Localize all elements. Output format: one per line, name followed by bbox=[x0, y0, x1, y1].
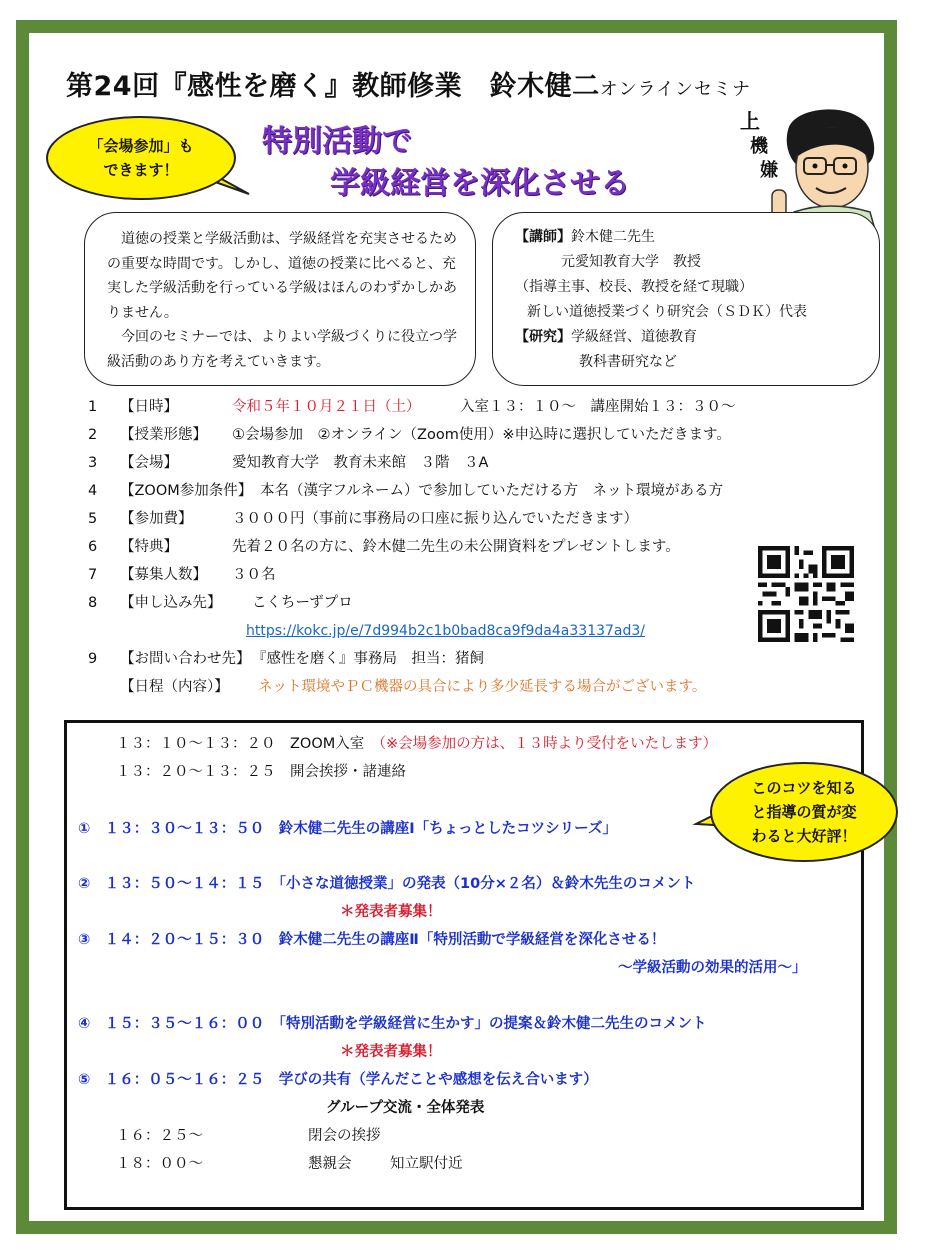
signature-char-2: 機 bbox=[750, 136, 768, 157]
schedule-row-closing: １６：２５～ 閉会の挨拶 bbox=[116, 1128, 381, 1144]
schedule-row-opening: １３：２０～１３：２５ 開会挨拶・諸連絡 bbox=[116, 764, 406, 780]
tips-bubble-line3: わると大好評！ bbox=[751, 827, 857, 845]
session-5-subtitle: グループ交流・全体発表 bbox=[326, 1100, 485, 1116]
session-3-subtitle: ～学級活動の効果的活用～」 bbox=[618, 960, 807, 976]
intro-paragraph-2: 今回のセミナーでは、よりよい学級づくりに役立つ学級活動のあり方を考えていきます。 bbox=[107, 329, 457, 370]
tips-bubble-line1: このコツを知る bbox=[751, 779, 857, 797]
venue-bubble bbox=[46, 116, 236, 200]
schedule-row-entry: １３：１０～１３：２０ ZOOM入室 （※会場参加の方は、１３時より受付をいたします） bbox=[116, 736, 718, 752]
lecturer-name: 鈴木健二先生 bbox=[571, 229, 655, 245]
schedule-session-2: ② １３：５０～１４：１５ 「小さな道徳授業」の発表（10分×２名）＆鈴木先生のコメント bbox=[78, 876, 696, 892]
venue-bubble-line1: 「会場参加」も bbox=[88, 137, 194, 155]
schedule-session-5: ⑤ １６：０５～１６：２５ 学びの共有（学んだことや感想を伝え合います） bbox=[78, 1072, 598, 1088]
lecturer-affiliation: 元愛知教育大学 教授 bbox=[561, 254, 701, 270]
tips-bubble-line2: と指導の質が変 bbox=[751, 803, 857, 821]
lecturer-label: 【講師】 bbox=[515, 229, 571, 245]
schedule-row-party: １８：００～ 懇親会 知立駅付近 bbox=[116, 1156, 463, 1172]
lecturer-box bbox=[492, 212, 880, 386]
intro-paragraph-1: 道徳の授業と学級活動は、学級経営を充実させるための重要な時間です。しかし、道徳の授業に比べると、充実した学級活動を行っている学級はほんのわずかしかありません。 bbox=[107, 231, 457, 321]
qr-code[interactable] bbox=[758, 546, 854, 642]
seminar-title bbox=[66, 64, 751, 103]
headline-line2: 学級経営を深化させる bbox=[330, 166, 630, 201]
lecturer-role: 新しい道徳授業づくり研究会（ＳＤＫ）代表 bbox=[527, 304, 807, 320]
headline-line1: 特別活動で bbox=[262, 124, 412, 159]
venue-bubble-line2: できます！ bbox=[103, 161, 179, 179]
session-4-note: ＊発表者募集！ bbox=[340, 1044, 442, 1060]
schedule-session-4: ④ １５：３５～１６：００ 「特別活動を学級経営に生かす」の提案＆鈴木健二先生のコメント bbox=[78, 1016, 707, 1032]
intro-box bbox=[84, 212, 476, 386]
schedule-session-1: ① １３：３０～１３：５０ 鈴木健二先生の講座Ⅰ「ちょっとしたコツシリーズ」 bbox=[78, 821, 617, 837]
research-line2: 教科書研究など bbox=[579, 354, 677, 370]
lecturer-history: （指導主事、校長、教授を経て現職） bbox=[515, 279, 753, 295]
research-line1: 学級経営、道徳教育 bbox=[571, 329, 697, 345]
schedule-session-3: ③ １４：２０～１５：３０ 鈴木健二先生の講座Ⅱ「特別活動で学級経営を深化させる！ bbox=[78, 932, 666, 948]
signature-char-3: 嫌 bbox=[760, 160, 778, 181]
session-2-note: ＊発表者募集！ bbox=[340, 904, 442, 920]
apply-link[interactable]: https://kokc.jp/e/7d994b2c1b0bad8ca9f9da4a33137ad3/ bbox=[246, 623, 645, 639]
tips-bubble bbox=[710, 762, 898, 862]
signature-char-1: 上 bbox=[740, 109, 760, 133]
title-suffix: オンラインセミナ bbox=[599, 79, 752, 100]
research-label: 【研究】 bbox=[515, 329, 571, 345]
title-main: 第24回『感性を磨く』教師修業 鈴木健二 bbox=[66, 71, 600, 102]
